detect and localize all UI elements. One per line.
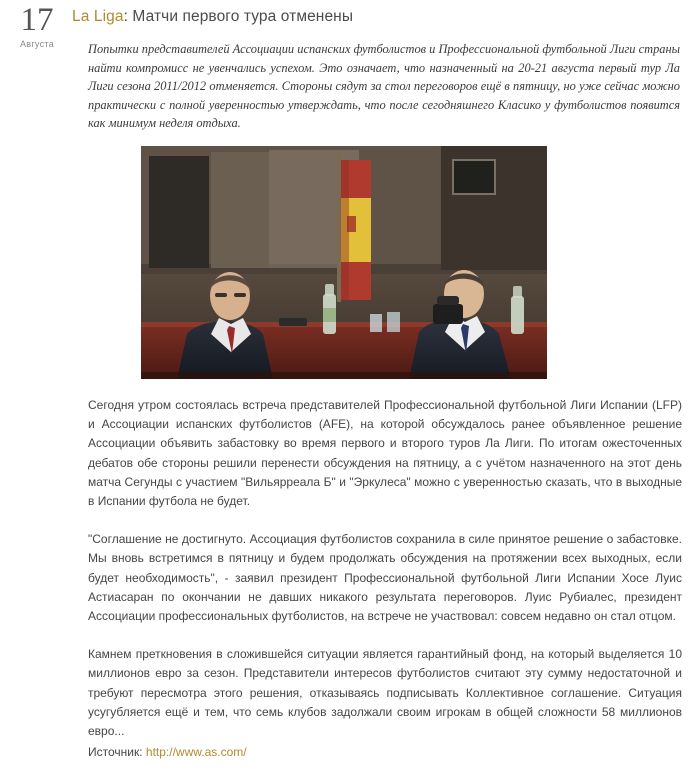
body-paragraph-3: Камнем преткновения в сложившейся ситуации является гарантийный фонд, на который выделяется 10 миллионов евро за сезон. Представители интересов футболистов считают эту сумму недостаточной и требуют пересмотра этого решения, отказываясь подписывать Коллективное соглашение. Ситуация усугубляется ещё и тем, что семь клубов задолжали своим игрокам в общей сложности 58 миллионов евро... xyxy=(88,647,682,739)
headline-text: Матчи первого тура отменены xyxy=(132,8,354,25)
date-month: Августа xyxy=(19,39,55,49)
source-link[interactable]: http://www.as.com/ xyxy=(145,745,247,759)
page-title xyxy=(72,8,680,26)
lead-paragraph: Попытки представителей Ассоциации испанских футболистов и Профессиональной футбольной Лиги страны найти компромисс не увенчались успехом. Это означает, что назначенный на 20-21 августа первый тур Ла Лиги сезона 2011/2012 отменяется. Стороны сядут за стол переговоров ещё в пятницу, но уже сейчас можно практически с полной уверенностью утверждать, что после сегодняшнего Класико у футболистов появится как минимум неделя отдыха. xyxy=(88,42,680,130)
source-line xyxy=(88,745,247,759)
body-paragraph-1: Сегодня утром состоялась встреча представителей Профессиональной футбольной Лиги Испании (LFP) и Ассоциации испанских футболистов (AFE), на которой обсуждалось ранее объявленное решение Ассоциации объявить забастовку во время первого и второго туров Ла Лиги. По итогам ожесточенных дебатов обе стороны решили перенести обсуждения на пятницу, а с учётом назначенного на этот день матча Сегунды с участием "Вильярреала Б" и "Эркулеса" можно с уверенностью сказать, что в выходные в Испании футбола не будет. xyxy=(88,398,682,509)
photo-illustration xyxy=(141,146,547,379)
article-date xyxy=(8,4,66,49)
title-separator: : xyxy=(123,8,133,25)
body-paragraph-2: "Соглашение не достигнуто. Ассоциация футболистов сохранила в силе принятое решение о забастовке. Мы вновь встретимся в пятницу и будем продолжать обсуждения на протяжении всех выходных, если будет необходимость", - заявил президент Профессиональной футбольной Лиги Испании Хосе Луис Астиасаран по окончании не давших никакого результата переговоров. Луис Рубиалес, президент Ассоциации профессиональных футболистов, на встрече не участвовал: совсем недавно он стал отцом. xyxy=(88,532,682,624)
article-photo xyxy=(141,146,547,379)
source-label: Источник: xyxy=(88,745,146,759)
league-label[interactable]: La Liga xyxy=(72,8,124,25)
date-day: 17 xyxy=(20,2,54,38)
article-body xyxy=(88,396,682,741)
